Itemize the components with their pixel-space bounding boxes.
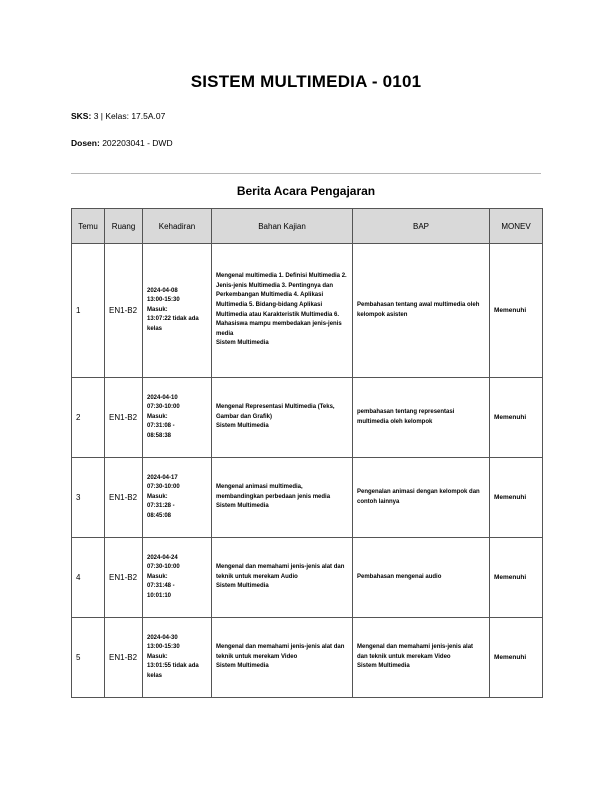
bap-text: Mengenal dan memahami jenis-jenis alat dan teknik untuk merekam Video [357,644,474,660]
cell-bap [353,458,490,538]
col-header-temu: Temu [72,209,105,244]
bahan-course: Sistem Multimedia [216,340,269,347]
col-header-bap: BAP [353,209,490,244]
attendance-in: 07:31:48 - [147,583,175,590]
cell-ruang: EN1-B2 [105,244,143,378]
attendance-label: Masuk: [147,493,168,500]
cell-ruang: EN1-B2 [105,538,143,618]
section-title: Berita Acara Pengajaran [236,184,376,198]
bap-text: Pembahasan mengenai audio [357,573,442,580]
dosen-value: 202203041 - DWD [102,138,173,148]
bahan-text: Mengenal dan memahami jenis-jenis alat dan teknik untuk merekam Audio [216,564,345,580]
cell-kehadiran [143,378,212,458]
cell-bap [353,538,490,618]
page-title: SISTEM MULTIMEDIA - 0101 [190,72,422,91]
attendance-date: 2024-04-10 [147,394,178,401]
bahan-text: Mengenal dan memahami jenis-jenis alat dan teknik untuk merekam Video [216,644,345,660]
attendance-date: 2024-04-17 [147,474,178,481]
lecturer-info [71,138,173,148]
bap-text: pembahasan tentang representasi multimedia oleh kelompok [357,408,455,425]
cell-ruang: EN1-B2 [105,618,143,698]
cell-bap [353,618,490,698]
course-info [71,111,165,121]
bahan-text: Mengenal multimedia 1. Definisi Multimedia 2. Jenis-jenis Multimedia 3. Pentingnya dan Perkembangan Multimedia 4. Aplikasi Multimedia 5. Bidang-bidang Aplikasi Multimedia atau Karakteristik Multimedia 6. Mahasiswa mampu membedakan jenis-jenis media [216,273,347,337]
col-header-kehadiran: Kehadiran [143,209,212,244]
table-row [72,244,543,378]
bahan-course: Sistem Multimedia [216,583,269,590]
bahan-course: Sistem Multimedia [216,663,269,670]
cell-ruang: EN1-B2 [105,458,143,538]
cell-monev: Memenuhi [490,458,543,538]
col-header-ruang: Ruang [105,209,143,244]
cell-monev: Memenuhi [490,244,543,378]
table-row [72,538,543,618]
table-row [72,618,543,698]
attendance-out: 08:58:38 [147,432,172,439]
cell-monev: Memenuhi [490,538,543,618]
attendance-in: 13:07:22 tidak ada kelas [147,316,199,332]
attendance-label: Masuk: [147,413,168,420]
bahan-text: Mengenal Representasi Multimedia (Teks, Gambar dan Grafik) [216,404,335,420]
cell-bap [353,244,490,378]
cell-kehadiran [143,618,212,698]
attendance-date: 2024-04-30 [147,634,178,641]
table-row [72,378,543,458]
attendance-time: 07:30-10:00 [147,564,180,571]
cell-bahan [212,378,353,458]
bahan-course: Sistem Multimedia [216,423,269,430]
attendance-label: Masuk: [147,573,168,580]
attendance-time: 13:00-15:30 [147,297,180,304]
cell-bahan [212,618,353,698]
table-header-row [72,209,543,244]
attendance-time: 07:30-10:00 [147,404,180,411]
col-header-monev: MONEV [490,209,543,244]
bap-table [71,208,543,698]
attendance-time: 07:30-10:00 [147,484,180,491]
attendance-time: 13:00-15:30 [147,644,180,651]
cell-kehadiran [143,458,212,538]
attendance-in: 07:31:08 - [147,423,175,430]
bahan-text: Mengenal animasi multimedia, membandingkan perbedaan jenis media [216,484,331,500]
cell-kehadiran [143,244,212,378]
attendance-in: 07:31:28 - [147,503,175,510]
bap-text: Pengenalan animasi dengan kelompok dan contoh lainnya [357,488,480,505]
cell-bahan [212,538,353,618]
dosen-label: Dosen: [71,138,100,148]
bap-course: Sistem Multimedia [357,663,410,670]
cell-temu: 1 [72,244,105,378]
cell-temu: 4 [72,538,105,618]
attendance-out: 08:45:08 [147,512,172,519]
cell-temu: 2 [72,378,105,458]
cell-bahan [212,244,353,378]
cell-temu: 3 [72,458,105,538]
sks-label: SKS: [71,111,92,121]
bahan-course: Sistem Multimedia [216,503,269,510]
attendance-label: Masuk: [147,306,168,313]
attendance-out: 10:01:10 [147,592,172,599]
cell-monev: Memenuhi [490,378,543,458]
bap-text: Pembahasan tentang awal multimedia oleh kelompok asisten [357,301,480,318]
attendance-in: 13:01:55 tidak ada kelas [147,663,199,679]
cell-kehadiran [143,538,212,618]
attendance-date: 2024-04-24 [147,554,178,561]
cell-bahan [212,458,353,538]
col-header-bahan: Bahan Kajian [212,209,353,244]
divider [71,173,541,174]
cell-bap [353,378,490,458]
cell-temu: 5 [72,618,105,698]
attendance-label: Masuk: [147,653,168,660]
sks-value: 3 | Kelas: 17.5A.07 [93,111,166,121]
cell-monev: Memenuhi [490,618,543,698]
attendance-date: 2024-04-08 [147,287,178,294]
cell-ruang: EN1-B2 [105,378,143,458]
table-row [72,458,543,538]
